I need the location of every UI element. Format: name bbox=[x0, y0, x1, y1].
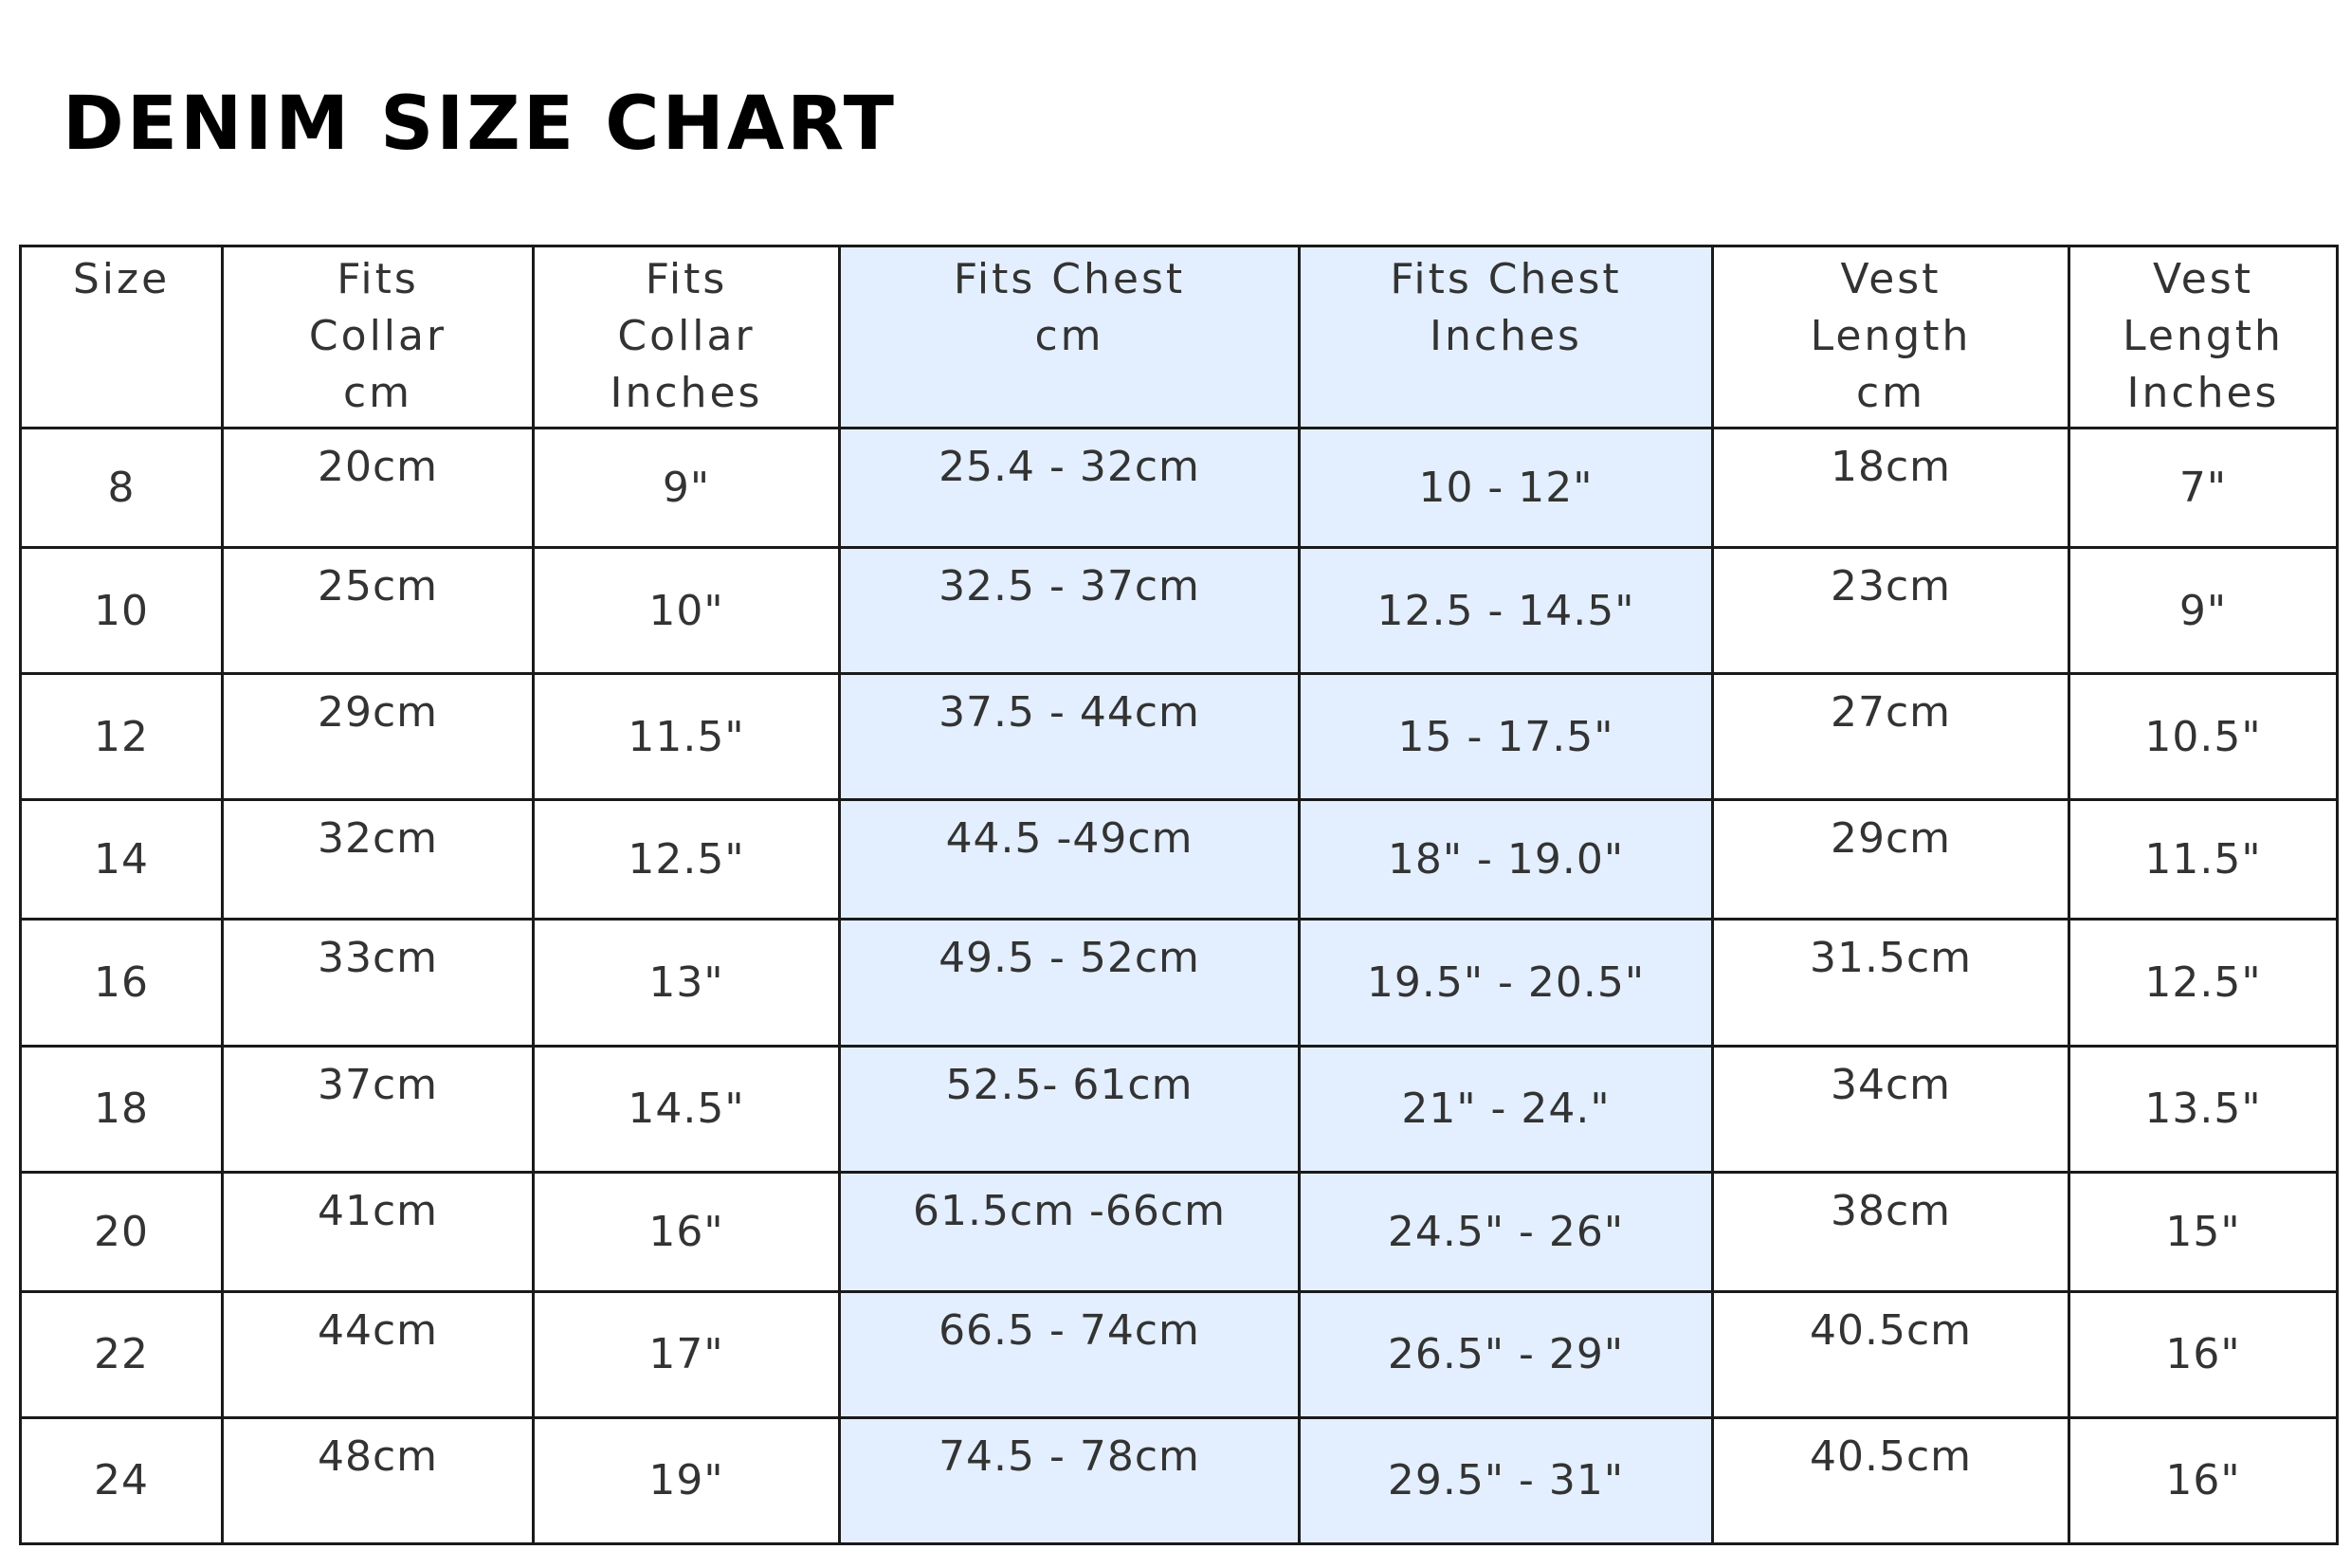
cell-fits-chest-cm: 44.5 -49cm bbox=[840, 800, 1300, 920]
cell-vest-length-cm: 18cm bbox=[1713, 428, 2069, 548]
cell-size: 22 bbox=[21, 1291, 223, 1417]
header-fits-collar-inches: Fits Collar Inches bbox=[534, 246, 840, 428]
table-row bbox=[21, 1417, 2338, 1543]
header-vest-length-inches: Vest Length Inches bbox=[2069, 246, 2338, 428]
cell-vest-length-cm: 38cm bbox=[1713, 1172, 2069, 1291]
cell-size: 20 bbox=[21, 1172, 223, 1291]
cell-fits-collar-cm: 20cm bbox=[223, 428, 534, 548]
cell-fits-collar-inches: 11.5" bbox=[534, 674, 840, 800]
cell-vest-length-cm: 23cm bbox=[1713, 548, 2069, 674]
table-row bbox=[21, 1291, 2338, 1417]
header-fits-chest-inches: Fits Chest Inches bbox=[1300, 246, 1713, 428]
header-row bbox=[21, 246, 2338, 428]
cell-fits-chest-cm: 66.5 - 74cm bbox=[840, 1291, 1300, 1417]
cell-vest-length-cm: 31.5cm bbox=[1713, 920, 2069, 1046]
cell-fits-chest-inches: 15 - 17.5" bbox=[1300, 674, 1713, 800]
table-header bbox=[21, 246, 2338, 428]
cell-fits-chest-cm: 25.4 - 32cm bbox=[840, 428, 1300, 548]
header-size: Size bbox=[21, 246, 223, 428]
cell-vest-length-inches: 16" bbox=[2069, 1291, 2338, 1417]
cell-fits-collar-cm: 48cm bbox=[223, 1417, 534, 1543]
cell-size: 8 bbox=[21, 428, 223, 548]
cell-vest-length-inches: 16" bbox=[2069, 1417, 2338, 1543]
cell-fits-collar-inches: 12.5" bbox=[534, 800, 840, 920]
cell-size: 10 bbox=[21, 548, 223, 674]
cell-size: 18 bbox=[21, 1046, 223, 1172]
cell-vest-length-cm: 40.5cm bbox=[1713, 1291, 2069, 1417]
cell-fits-collar-inches: 16" bbox=[534, 1172, 840, 1291]
cell-size: 12 bbox=[21, 674, 223, 800]
table-body bbox=[21, 428, 2338, 1544]
header-vest-length-cm: Vest Length cm bbox=[1713, 246, 2069, 428]
cell-fits-collar-cm: 41cm bbox=[223, 1172, 534, 1291]
cell-vest-length-inches: 11.5" bbox=[2069, 800, 2338, 920]
cell-fits-collar-cm: 44cm bbox=[223, 1291, 534, 1417]
cell-fits-chest-inches: 21" - 24." bbox=[1300, 1046, 1713, 1172]
cell-fits-chest-inches: 19.5" - 20.5" bbox=[1300, 920, 1713, 1046]
size-chart-table bbox=[19, 245, 2339, 1545]
cell-vest-length-inches: 13.5" bbox=[2069, 1046, 2338, 1172]
cell-vest-length-inches: 15" bbox=[2069, 1172, 2338, 1291]
cell-fits-chest-cm: 74.5 - 78cm bbox=[840, 1417, 1300, 1543]
cell-fits-collar-cm: 29cm bbox=[223, 674, 534, 800]
cell-vest-length-cm: 29cm bbox=[1713, 800, 2069, 920]
cell-fits-chest-inches: 10 - 12" bbox=[1300, 428, 1713, 548]
cell-size: 24 bbox=[21, 1417, 223, 1543]
cell-vest-length-cm: 40.5cm bbox=[1713, 1417, 2069, 1543]
cell-fits-chest-inches: 29.5" - 31" bbox=[1300, 1417, 1713, 1543]
cell-fits-collar-inches: 10" bbox=[534, 548, 840, 674]
cell-fits-collar-cm: 25cm bbox=[223, 548, 534, 674]
cell-fits-chest-cm: 61.5cm -66cm bbox=[840, 1172, 1300, 1291]
cell-size: 16 bbox=[21, 920, 223, 1046]
table-row bbox=[21, 428, 2338, 548]
cell-fits-chest-inches: 12.5 - 14.5" bbox=[1300, 548, 1713, 674]
cell-fits-chest-cm: 49.5 - 52cm bbox=[840, 920, 1300, 1046]
table-row bbox=[21, 800, 2338, 920]
cell-vest-length-inches: 12.5" bbox=[2069, 920, 2338, 1046]
cell-vest-length-cm: 27cm bbox=[1713, 674, 2069, 800]
page-title: DENIM SIZE CHART bbox=[63, 82, 897, 167]
cell-fits-collar-inches: 17" bbox=[534, 1291, 840, 1417]
header-fits-chest-cm: Fits Chest cm bbox=[840, 246, 1300, 428]
cell-fits-chest-cm: 52.5- 61cm bbox=[840, 1046, 1300, 1172]
table-row bbox=[21, 1046, 2338, 1172]
cell-vest-length-cm: 34cm bbox=[1713, 1046, 2069, 1172]
cell-vest-length-inches: 7" bbox=[2069, 428, 2338, 548]
cell-fits-chest-inches: 26.5" - 29" bbox=[1300, 1291, 1713, 1417]
cell-fits-collar-cm: 33cm bbox=[223, 920, 534, 1046]
cell-fits-chest-inches: 18" - 19.0" bbox=[1300, 800, 1713, 920]
cell-size: 14 bbox=[21, 800, 223, 920]
cell-vest-length-inches: 9" bbox=[2069, 548, 2338, 674]
table-row bbox=[21, 1172, 2338, 1291]
cell-fits-chest-cm: 37.5 - 44cm bbox=[840, 674, 1300, 800]
cell-vest-length-inches: 10.5" bbox=[2069, 674, 2338, 800]
cell-fits-collar-cm: 37cm bbox=[223, 1046, 534, 1172]
cell-fits-chest-cm: 32.5 - 37cm bbox=[840, 548, 1300, 674]
cell-fits-collar-inches: 19" bbox=[534, 1417, 840, 1543]
cell-fits-collar-cm: 32cm bbox=[223, 800, 534, 920]
table-row bbox=[21, 548, 2338, 674]
header-fits-collar-cm: Fits Collar cm bbox=[223, 246, 534, 428]
table-row bbox=[21, 920, 2338, 1046]
cell-fits-chest-inches: 24.5" - 26" bbox=[1300, 1172, 1713, 1291]
cell-fits-collar-inches: 13" bbox=[534, 920, 840, 1046]
cell-fits-collar-inches: 14.5" bbox=[534, 1046, 840, 1172]
cell-fits-collar-inches: 9" bbox=[534, 428, 840, 548]
table-row bbox=[21, 674, 2338, 800]
